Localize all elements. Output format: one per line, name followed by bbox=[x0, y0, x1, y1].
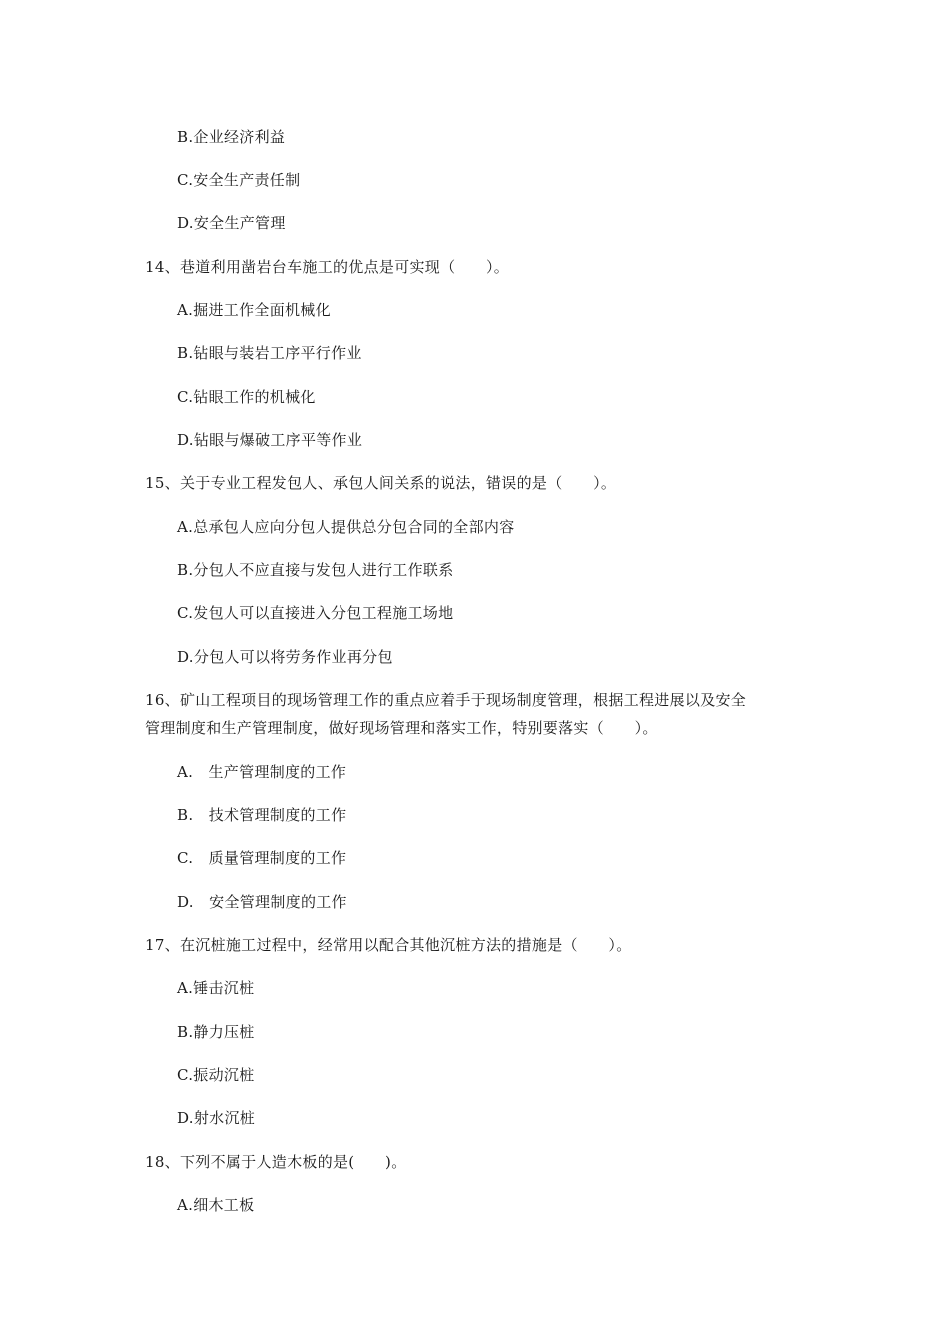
option-b-q13: B.企业经济利益 bbox=[177, 128, 286, 146]
option-d-q16: D. 安全管理制度的工作 bbox=[177, 893, 347, 911]
option-b-q15: B.分包人不应直接与发包人进行工作联系 bbox=[177, 561, 454, 579]
option-a-q18: A.细木工板 bbox=[177, 1196, 255, 1214]
option-c-q13: C.安全生产责任制 bbox=[177, 171, 301, 189]
option-a-q14: A.掘进工作全面机械化 bbox=[177, 301, 331, 319]
option-b-q16: B. 技术管理制度的工作 bbox=[177, 806, 347, 824]
option-d-q13: D.安全生产管理 bbox=[177, 214, 286, 232]
question-16-line-2: 管理制度和生产管理制度，做好现场管理和落实工作，特别要落实（ ）。 bbox=[145, 719, 658, 737]
question-16-line-1: 16、矿山工程项目的现场管理工作的重点应着手于现场制度管理，根据工程进展以及安全 bbox=[145, 691, 747, 709]
option-d-q17: D.射水沉桩 bbox=[177, 1109, 256, 1127]
option-c-q16: C. 质量管理制度的工作 bbox=[177, 849, 347, 867]
option-a-q15: A.总承包人应向分包人提供总分包合同的全部内容 bbox=[177, 518, 515, 536]
option-d-q15: D.分包人可以将劳务作业再分包 bbox=[177, 648, 393, 666]
option-c-q14: C.钻眼工作的机械化 bbox=[177, 388, 316, 406]
question-17: 17、在沉桩施工过程中，经常用以配合其他沉桩方法的措施是（ ）。 bbox=[145, 936, 632, 954]
option-a-q17: A.锤击沉桩 bbox=[177, 979, 255, 997]
option-c-q17: C.振动沉桩 bbox=[177, 1066, 255, 1084]
question-14: 14、巷道利用凿岩台车施工的优点是可实现（ ）。 bbox=[145, 258, 510, 276]
option-d-q14: D.钻眼与爆破工序平等作业 bbox=[177, 431, 363, 449]
option-a-q16: A. 生产管理制度的工作 bbox=[177, 763, 347, 781]
option-c-q15: C.发包人可以直接进入分包工程施工场地 bbox=[177, 604, 454, 622]
option-b-q14: B.钻眼与装岩工序平行作业 bbox=[177, 344, 362, 362]
question-15: 15、关于专业工程发包人、承包人间关系的说法，错误的是（ ）。 bbox=[145, 474, 617, 492]
option-b-q17: B.静力压桩 bbox=[177, 1023, 255, 1041]
question-18: 18、下列不属于人造木板的是( )。 bbox=[145, 1153, 407, 1171]
